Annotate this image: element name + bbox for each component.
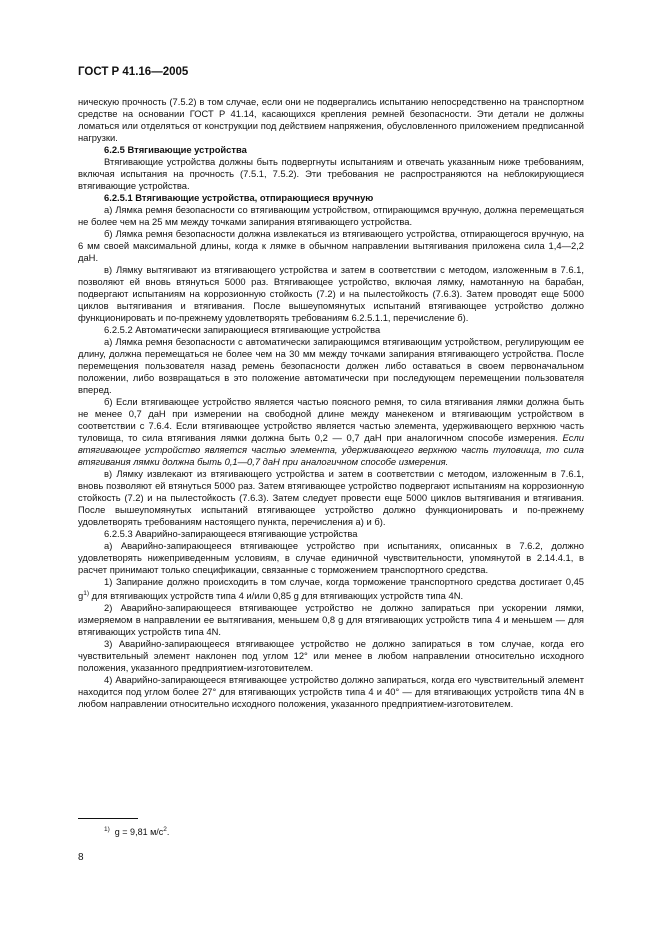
section-heading: 6.2.5.3 Аварийно-запирающееся втягивающие устройства xyxy=(104,528,358,539)
paragraph: а) Аварийно-запирающееся втягивающее устройство при испытаниях, описанных в 7.6.2, должно удовлетворять нижеприведенным условиям, в случае единичной чувствительности, упомянутой в 2.14.4.1, в расчет принимают только спецификации, связанные с торможением транспортного средства. xyxy=(78,540,584,575)
footnote-divider xyxy=(78,818,138,819)
paragraph: 3) Аварийно-запирающееся втягивающее устройство не должно запираться в том случае, когда его чувствительный элемент наклонен под углом 12° или менее в любом направлении относительно исходного положения, указанного предприятием-изготовителем. xyxy=(78,638,584,673)
paragraph-text: б) Если втягивающее устройство является частью поясного ремня, то сила втягивания лямки должна быть не менее 0,7 даН при измерении на свободной длине между манекеном и втягивающим устройством в соответствии с 7.6.4. Если втягивающее устройство является частью элемента, удерживающего верхнюю часть туловища, то сила втягивания лямки должна быть 0,2 — 0,7 даН при аналогичном способе измерения. xyxy=(78,396,584,443)
page-number: 8 xyxy=(78,852,84,863)
footnote-text: g = 9,81 м/с xyxy=(114,827,164,837)
section-heading: 6.2.5.2 Автоматически запирающиеся втягивающие устройства xyxy=(104,324,381,335)
paragraph: в) Лямку извлекают из втягивающего устройства и затем в соответствии с методом, изложенным в 7.6.1, вновь позволяют ей втянуться 5000 раз. Затем втягивающее устройство подвергают испытаниям на коррозионную стойкость (7.2) и на пылестойкость (7.6.3). Затем следует провести еще 5000 циклов вытягивания и втягивания. После вышеупомянутых испытаний втягивающее устройство должно функционировать и по-прежнему удовлетворять требованиям настоящего пункта, перечисления а) и б). xyxy=(78,468,584,527)
paragraph: Втягивающие устройства должны быть подвергнуты испытаниям и отвечать указанным ниже требованиям, включая испытания на прочность (7.5.1, 7.5.2). Эти требования не распространяются на неблокирующиеся втягивающие устройства. xyxy=(78,156,584,191)
paragraph xyxy=(78,576,584,602)
footnote-mark: 1) xyxy=(104,826,110,833)
paragraph: ническую прочность (7.5.2) в том случае, если они не подвергались испытанию непосредственно на транспортном средстве на основании ГОСТ Р 41.14, касающихся крепления ремней безопасности. Эти детали не должны ломаться или отделяться от конструкции под действием напряжения, обусловленного приложением предписанной нагрузки. xyxy=(78,96,584,143)
paragraph: в) Лямку вытягивают из втягивающего устройства и затем в соответствии с методом, изложенным в 7.6.1, позволяют ей вновь втянуться 5000 раз. Втягивающее устройство, включая лямку, намотанную на барабан, подвергают испытаниям на коррозионную стойкость (7.2) и на пылестойкость (7.6.3). Затем проводят еще 5000 циклов вытягивания и втягивания. После вышеупомянутых испытаний втягивающее устройство должно функционировать и по-прежнему удовлетворять требованиям 6.2.5.1.1, перечисление б). xyxy=(78,264,584,323)
paragraph: 4) Аварийно-запирающееся втягивающее устройство должно запираться, когда его чувствительный элемент находится под углом более 27° для втягивающих устройств типа 4 и 40° — для втягивающих устройств типа 4N в любом направлении относительно исходного положения, указанного предприятием-изготовителем. xyxy=(78,674,584,709)
footnote xyxy=(104,826,169,837)
section-heading: 6.2.5 Втягивающие устройства xyxy=(104,144,247,155)
paragraph-text: для втягивающих устройств типа 4 и/или 0,85 g для втягивающих устройств типа 4N. xyxy=(89,590,464,601)
italic-amendment: Если втягивающее устройство является частью элемента, удерживающего верхнюю часть туловища, то сила втягивания лямки должна быть 0,1—0,7 даН при аналогичном способе измерения. xyxy=(78,432,584,467)
document-body xyxy=(78,96,584,710)
paragraph: 2) Аварийно-запирающееся втягивающее устройство не должно запираться при ускорении лямки, измеряемом в направлении ее вытягивания, меньшем 0,8 g для втягивающих устройств типа 4 и меньшем — для втягивающих устройств типа 4N. xyxy=(78,602,584,637)
footnote-end: . xyxy=(166,827,170,837)
paragraph: а) Лямка ремня безопасности с автоматически запирающимся втягивающим устройством, регулирующим ее длину, должна перемещаться не более чем на 30 мм между точками запирания втягивающего устройства. После перемещения пользователя назад ремень безопасности должен либо оставаться в своем первоначальном положении, либо возвращаться в это положение автоматически при последующем перемещении пользователя вперед. xyxy=(78,336,584,395)
paragraph: а) Лямка ремня безопасности со втягивающим устройством, отпирающимся вручную, должна перемещаться не более чем на 25 мм между точками запирания втягивающего устройства. xyxy=(78,204,584,227)
footnote-exponent: 2 xyxy=(163,826,167,833)
paragraph-text: 1) Запирание должно происходить в том случае, когда торможение транспортного средства достигает 0,45 g xyxy=(78,576,584,601)
section-heading: 6.2.5.1 Втягивающие устройства, отпирающиеся вручную xyxy=(104,192,374,203)
document-header: ГОСТ Р 41.16—2005 xyxy=(78,66,189,78)
paragraph xyxy=(78,396,584,468)
footnote-ref: 1) xyxy=(83,590,89,597)
paragraph: б) Лямка ремня безопасности должна извлекаться из втягивающего устройства, отпирающегося вручную, на 6 мм своей максимальной длины, когда к лямке в обычном направлении вытягивания приложена сила 1,4—2,2 даН. xyxy=(78,228,584,263)
